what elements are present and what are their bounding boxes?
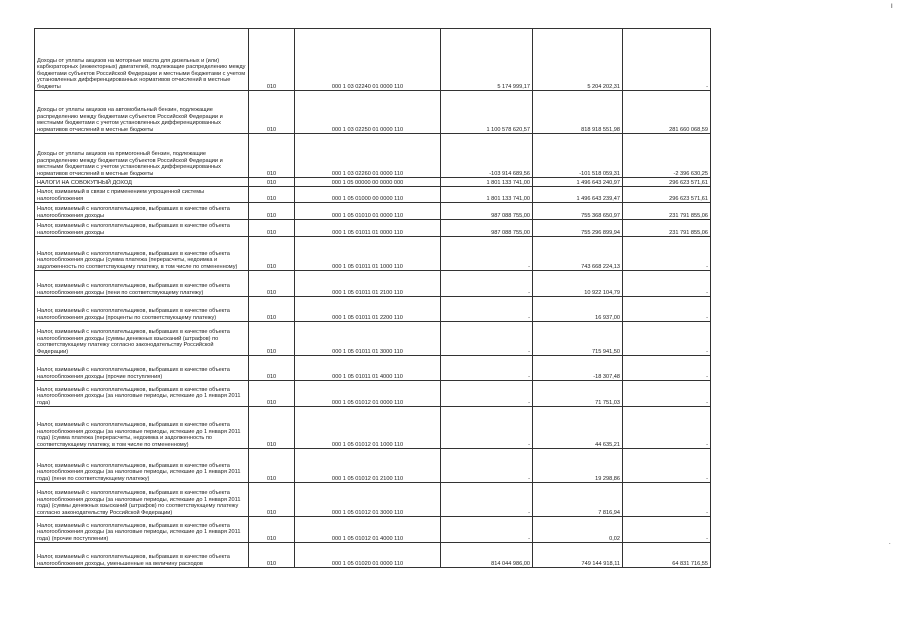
row-approved-cell: - — [441, 271, 533, 297]
row-executed-cell: 1 496 643 240,97 — [533, 178, 623, 187]
table-row — [35, 220, 711, 237]
row-unexecuted-cell: 64 831 716,55 — [623, 543, 711, 568]
row-approved-cell: - — [441, 237, 533, 271]
table-row — [35, 178, 711, 187]
row-executed-cell: 0,02 — [533, 517, 623, 543]
row-executed-cell: 10 922 104,79 — [533, 271, 623, 297]
row-code-cell: 010 — [249, 407, 295, 449]
row-code-cell: 010 — [249, 449, 295, 483]
row-approved-cell: 1 801 133 741,00 — [441, 178, 533, 187]
row-name-cell: Налог, взимаемый с налогоплательщиков, выбравших в качестве объекта налогообложения доходы (за налоговые периоды, истекшие до 1 января 2011 года) — [35, 381, 249, 407]
row-executed-cell: 16 937,00 — [533, 297, 623, 322]
row-kbk-cell: 000 1 05 01010 01 0000 110 — [295, 203, 441, 220]
report-body — [35, 29, 711, 568]
row-kbk-cell: 000 1 05 01011 01 4000 110 — [295, 356, 441, 381]
row-unexecuted-cell: 281 660 068,59 — [623, 91, 711, 134]
table-row — [35, 543, 711, 568]
row-name-cell: Налог, взимаемый с налогоплательщиков, выбравших в качестве объекта налогообложения доходы (за налоговые периоды, истекшие до 1 января 2011 года) (сумма платежа (перерасчеты, недоимка и задолженность по соответствующему платежу, в том числе по отмененному) — [35, 407, 249, 449]
row-kbk-cell: 000 1 03 02260 01 0000 110 — [295, 134, 441, 178]
row-approved-cell: - — [441, 483, 533, 517]
table-row — [35, 237, 711, 271]
row-name-cell: Доходы от уплаты акцизов на автомобильный бензин, подлежащие распределению между бюджетами субъектов Российской Федерации и местными бюджетами с учетом установленных дифференцированных нормативов отчислений в местные бюджеты — [35, 91, 249, 134]
row-unexecuted-cell: - — [623, 356, 711, 381]
row-unexecuted-cell: - — [623, 483, 711, 517]
row-unexecuted-cell: - — [623, 381, 711, 407]
row-name-cell: НАЛОГИ НА СОВОКУПНЫЙ ДОХОД — [35, 178, 249, 187]
table-row — [35, 29, 711, 91]
row-executed-cell: 749 144 918,11 — [533, 543, 623, 568]
row-executed-cell: 19 298,86 — [533, 449, 623, 483]
row-unexecuted-cell: - — [623, 322, 711, 356]
row-name-cell: Налог, взимаемый с налогоплательщиков, выбравших в качестве объекта налогообложения доходы — [35, 220, 249, 237]
row-unexecuted-cell: - — [623, 271, 711, 297]
row-code-cell: 010 — [249, 91, 295, 134]
table-row — [35, 483, 711, 517]
row-kbk-cell: 000 1 05 01012 01 1000 110 — [295, 407, 441, 449]
row-code-cell: 010 — [249, 381, 295, 407]
row-name-cell: Налог, взимаемый с налогоплательщиков, выбравших в качестве объекта налогообложения доходы (суммы денежных взысканий (штрафов) по соответствующему платежу согласно законодательству Российской Федерации) — [35, 322, 249, 356]
row-code-cell: 010 — [249, 220, 295, 237]
row-executed-cell: 715 941,50 — [533, 322, 623, 356]
row-name-cell: Налог, взимаемый с налогоплательщиков, выбравших в качестве объекта налогообложения доходы — [35, 203, 249, 220]
row-approved-cell: - — [441, 356, 533, 381]
row-kbk-cell: 000 1 05 01011 01 3000 110 — [295, 322, 441, 356]
row-kbk-cell: 000 1 05 01012 01 3000 110 — [295, 483, 441, 517]
row-executed-cell: -18 307,48 — [533, 356, 623, 381]
row-executed-cell: 5 204 202,31 — [533, 29, 623, 91]
table-row — [35, 187, 711, 203]
row-executed-cell: 755 296 899,94 — [533, 220, 623, 237]
row-kbk-cell: 000 1 05 01000 00 0000 110 — [295, 187, 441, 203]
row-executed-cell: 7 816,94 — [533, 483, 623, 517]
row-unexecuted-cell: 231 791 855,06 — [623, 220, 711, 237]
table-row — [35, 297, 711, 322]
row-executed-cell: 743 668 224,13 — [533, 237, 623, 271]
row-name-cell: Налог, взимаемый с налогоплательщиков, выбравших в качестве объекта налогообложения доходы (прочие поступления) — [35, 356, 249, 381]
table-row — [35, 134, 711, 178]
row-code-cell: 010 — [249, 543, 295, 568]
row-kbk-cell: 000 1 05 01011 01 2100 110 — [295, 271, 441, 297]
row-kbk-cell: 000 1 05 01012 01 0000 110 — [295, 381, 441, 407]
margin-mark-top-right: I — [891, 4, 893, 10]
row-approved-cell: 1 100 578 620,57 — [441, 91, 533, 134]
row-name-cell: Доходы от уплаты акцизов на прямогонный бензин, подлежащие распределению между бюджетами субъектов Российской Федерации и местными бюджетами с учетом установленных дифференцированных нормативов отчислений в местные бюджеты — [35, 134, 249, 178]
table-row — [35, 449, 711, 483]
row-code-cell: 010 — [249, 483, 295, 517]
table-row — [35, 322, 711, 356]
row-code-cell: 010 — [249, 297, 295, 322]
row-executed-cell: 818 918 551,98 — [533, 91, 623, 134]
row-approved-cell: 987 088 755,00 — [441, 203, 533, 220]
row-kbk-cell: 000 1 05 01012 01 2100 110 — [295, 449, 441, 483]
row-approved-cell: 1 801 133 741,00 — [441, 187, 533, 203]
row-approved-cell: -103 914 689,56 — [441, 134, 533, 178]
table-row — [35, 517, 711, 543]
row-approved-cell: 5 174 999,17 — [441, 29, 533, 91]
row-executed-cell: -101 518 059,31 — [533, 134, 623, 178]
row-kbk-cell: 000 1 05 01011 01 1000 110 — [295, 237, 441, 271]
row-executed-cell: 71 751,03 — [533, 381, 623, 407]
margin-mark-right-bottom: . — [889, 540, 891, 546]
table-row — [35, 271, 711, 297]
table-row — [35, 381, 711, 407]
row-code-cell: 010 — [249, 178, 295, 187]
row-unexecuted-cell: 296 623 571,61 — [623, 187, 711, 203]
row-name-cell: Налог, взимаемый с налогоплательщиков, выбравших в качестве объекта налогообложения доходы (за налоговые периоды, истекшие до 1 января 2011 года) (пени по соответствующему платежу) — [35, 449, 249, 483]
table-row — [35, 91, 711, 134]
row-unexecuted-cell: - — [623, 237, 711, 271]
row-code-cell: 010 — [249, 271, 295, 297]
row-code-cell: 010 — [249, 187, 295, 203]
row-kbk-cell: 000 1 03 02250 01 0000 110 — [295, 91, 441, 134]
row-code-cell: 010 — [249, 237, 295, 271]
row-approved-cell: - — [441, 407, 533, 449]
row-name-cell: Доходы от уплаты акцизов на моторные масла для дизельных и (или) карбюраторных (инжекторных) двигателей, подлежащие распределению между бюджетами субъектов Российской Федерации и местными бюджетами с учетом установленных дифференцированных нормативов отчислений в местные бюджеты — [35, 29, 249, 91]
table-row — [35, 356, 711, 381]
row-kbk-cell: 000 1 05 01011 01 0000 110 — [295, 220, 441, 237]
row-name-cell: Налог, взимаемый с налогоплательщиков, выбравших в качестве объекта налогообложения доходы (пени по соответствующему платежу) — [35, 271, 249, 297]
row-executed-cell: 1 496 643 239,47 — [533, 187, 623, 203]
row-name-cell: Налог, взимаемый в связи с применением упрощенной системы налогообложения — [35, 187, 249, 203]
row-unexecuted-cell: - — [623, 407, 711, 449]
row-code-cell: 010 — [249, 203, 295, 220]
row-kbk-cell: 000 1 03 02240 01 0000 110 — [295, 29, 441, 91]
row-approved-cell: - — [441, 517, 533, 543]
table-row — [35, 407, 711, 449]
row-code-cell: 010 — [249, 517, 295, 543]
row-approved-cell: 814 044 986,00 — [441, 543, 533, 568]
row-kbk-cell: 000 1 05 00000 00 0000 000 — [295, 178, 441, 187]
row-code-cell: 010 — [249, 322, 295, 356]
row-code-cell: 010 — [249, 29, 295, 91]
row-kbk-cell: 000 1 05 01020 01 0000 110 — [295, 543, 441, 568]
row-kbk-cell: 000 1 05 01011 01 2200 110 — [295, 297, 441, 322]
row-unexecuted-cell: - — [623, 297, 711, 322]
row-unexecuted-cell: - — [623, 449, 711, 483]
row-unexecuted-cell: 296 623 571,61 — [623, 178, 711, 187]
row-unexecuted-cell: -2 396 630,25 — [623, 134, 711, 178]
row-approved-cell: - — [441, 381, 533, 407]
row-code-cell: 010 — [249, 356, 295, 381]
row-name-cell: Налог, взимаемый с налогоплательщиков, выбравших в качестве объекта налогообложения доходы (за налоговые периоды, истекшие до 1 января 2011 года) (суммы денежных взысканий (штрафов) по соответствующему платежу согласно законодательству Российской Федерации) — [35, 483, 249, 517]
row-approved-cell: 987 088 755,00 — [441, 220, 533, 237]
row-approved-cell: - — [441, 322, 533, 356]
row-approved-cell: - — [441, 449, 533, 483]
row-unexecuted-cell: - — [623, 517, 711, 543]
row-executed-cell: 44 635,21 — [533, 407, 623, 449]
income-report-table — [34, 28, 711, 568]
row-unexecuted-cell: 231 791 855,06 — [623, 203, 711, 220]
row-kbk-cell: 000 1 05 01012 01 4000 110 — [295, 517, 441, 543]
row-name-cell: Налог, взимаемый с налогоплательщиков, выбравших в качестве объекта налогообложения доходы (сумма платежа (перерасчеты, недоимка и задолженность по соответствующему платежу, в том числе по отмененному) — [35, 237, 249, 271]
row-executed-cell: 755 368 650,97 — [533, 203, 623, 220]
row-code-cell: 010 — [249, 134, 295, 178]
row-name-cell: Налог, взимаемый с налогоплательщиков, выбравших в качестве объекта налогообложения доходы, уменьшенные на величину расходов — [35, 543, 249, 568]
row-approved-cell: - — [441, 297, 533, 322]
table-row — [35, 203, 711, 220]
row-unexecuted-cell: - — [623, 29, 711, 91]
row-name-cell: Налог, взимаемый с налогоплательщиков, выбравших в качестве объекта налогообложения доходы (проценты по соответствующему платежу) — [35, 297, 249, 322]
row-name-cell: Налог, взимаемый с налогоплательщиков, выбравших в качестве объекта налогообложения доходы (за налоговые периоды, истекшие до 1 января 2011 года) (прочие поступления) — [35, 517, 249, 543]
